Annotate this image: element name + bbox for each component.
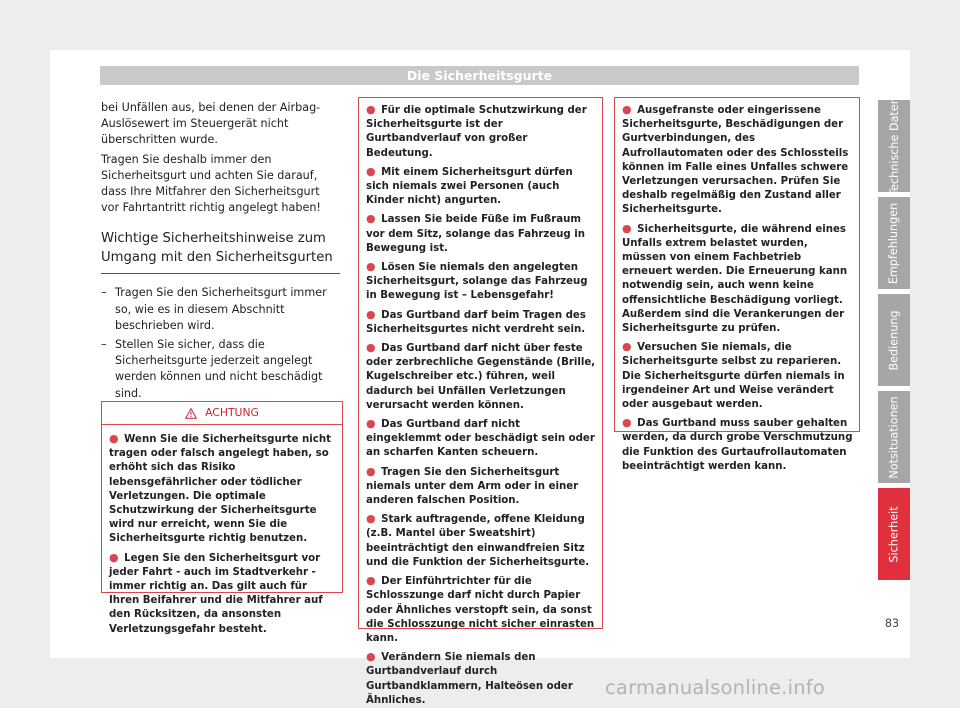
list-item [109, 432, 336, 547]
dash-list [101, 285, 340, 401]
bullet-icon: ● [109, 432, 119, 445]
list-item [622, 340, 853, 412]
tab-bedienung[interactable] [878, 294, 910, 386]
bullet-icon: ● [366, 417, 376, 431]
list-item [366, 308, 596, 337]
list-item [622, 103, 853, 218]
list-item [366, 212, 596, 256]
list-item-text: Tragen Sie den Sicherheitsgurt niemals unter dem Arm oder in einer anderen falschen Position. [366, 466, 579, 507]
list-item [366, 574, 596, 646]
list-item-text: Das Gurtband darf beim Tragen des Sicherheitsgurtes nicht verdreht sein. [366, 309, 586, 335]
warning-box [101, 401, 343, 635]
bullet-icon: ● [366, 512, 376, 526]
warning-box-title: ACHTUNG [205, 405, 259, 419]
bullet-icon: ● [366, 164, 376, 178]
bullet-icon: ● [622, 416, 632, 430]
list-item [366, 650, 596, 708]
bullet-icon: ● [109, 550, 119, 564]
list-item-text: Versuchen Sie niemals, die Sicherheitsgurte selbst zu reparieren. Die Sicherheitsgurte dürfen niemals in irgendeiner Art und Weise verändert oder ausgebaut werden. [622, 342, 845, 411]
list-item-text: Stellen Sie sicher, dass die Sicherheitsgurte jederzeit angelegt werden können und nicht beschädigt sind. [115, 338, 323, 400]
list-item [366, 260, 596, 304]
bullet-icon: ● [366, 103, 376, 116]
list-item-text: Sicherheitsgurte, die während eines Unfalls extrem belastet wurden, müssen von einem Fachbetrieb erneuert werden. Die Erneuerung kann notwendig sein, auch wenn keine offensichtliche Beschädigung vorliegt. Außerdem sind die Verankerungen der Sicherheitsgurte zu prüfen. [622, 223, 848, 335]
list-item [366, 103, 596, 161]
list-item [622, 416, 853, 474]
tab-label: Sicherheit [887, 505, 901, 563]
tab-label: Bedienung [887, 309, 901, 371]
list-item-text: Lösen Sie niemals den angelegten Sicherheitsgurt, solange das Fahrzeug in Bewegung ist – Lebensgefahr! [366, 262, 588, 302]
list-item [622, 222, 853, 337]
list-item [366, 465, 596, 509]
bullet-icon: ● [366, 260, 376, 274]
list-item [366, 341, 596, 413]
list-item-text: Stark auftragende, offene Kleidung (z.B. Mantel über Sweatshirt) beeinträchtigt den einwandfreien Sitz und die Funktion der Sicherheitsgurte. [366, 514, 590, 568]
bullet-icon: ● [366, 650, 376, 664]
list-item-text: Der Einführtrichter für die Schlosszunge darf nicht durch Papier oder Ähnliches verstopft sein, da sonst die Schlosszunge nicht sicher einrasten kann. [366, 576, 595, 644]
watermark: carmanualsonline.info [605, 676, 825, 699]
list-item [101, 337, 340, 402]
page-number: 83 [884, 617, 900, 630]
paragraph: Tragen Sie deshalb immer den Sicherheitsgurt und achten Sie darauf, dass Ihre Mitfahrer den Sicherheitsgurt vor Fahrtantritt richtig angelegt haben! [101, 152, 321, 215]
list-item-text: Wenn Sie die Sicherheitsgurte nicht tragen oder falsch angelegt haben, so erhöht sich das Risiko lebensgefährlicher oder tödlicher Verletzungen. Die optimale Schutzwirkung der Sicherheitsgurte wird nur erreicht, wenn Sie die Sicherheitsgurte richtig benutzen. [109, 434, 331, 545]
tab-label: Empfehlungen [887, 202, 901, 284]
section-heading: Wichtige Sicherheitshinweise zum Umgang mit den Sicherheitsgurten [101, 229, 340, 274]
column-left [101, 100, 340, 405]
list-item [366, 417, 596, 461]
list-item-text: Das Gurtband darf nicht über feste oder zerbrechliche Gegenstände (Brille, Kugelschreiber etc.) führen, weil dadurch bei Unfällen Verletzungen verursacht werden können. [366, 343, 596, 411]
list-item-text: Das Gurtband darf nicht eingeklemmt oder beschädigt sein oder an scharfen Kanten scheuern. [366, 419, 595, 459]
tab-label: Technische Daten [887, 96, 901, 196]
list-item [101, 285, 340, 334]
bullet-icon: ● [366, 341, 376, 355]
page-title: Die Sicherheitsgurte [100, 66, 859, 85]
paragraph: bei Unfällen aus, bei denen der Airbag-Auslösewert im Steuergerät nicht überschritten wurde. [101, 101, 321, 147]
tab-sicherheit[interactable] [878, 488, 910, 580]
list-item-text: Für die optimale Schutzwirkung der Sicherheitsgurte ist der Gurtbandverlauf von großer Bedeutung. [366, 105, 587, 159]
list-item-text: Verändern Sie niemals den Gurtbandverlauf durch Gurtbandklammern, Halteösen oder Ähnliches. [366, 652, 573, 706]
list-item-text: Tragen Sie den Sicherheitsgurt immer so, wie es in diesem Abschnitt beschrieben wird. [115, 286, 327, 332]
warning-box-continued [358, 97, 603, 706]
list-item [109, 551, 336, 637]
warning-triangle-icon [185, 408, 197, 419]
bullet-icon: ● [366, 307, 376, 321]
list-item [366, 512, 596, 570]
bullet-icon: ● [366, 464, 376, 478]
bullet-icon: ● [622, 340, 632, 354]
tab-notsituationen[interactable] [878, 391, 910, 483]
bullet-icon: ● [366, 212, 376, 226]
dash-marker: – [101, 286, 107, 300]
bullet-icon: ● [366, 574, 376, 588]
bullet-icon: ● [622, 103, 632, 116]
bullet-icon: ● [622, 221, 632, 235]
list-item [366, 165, 596, 209]
list-item-text: Das Gurtband muss sauber gehalten werden, da durch grobe Verschmutzung die Funktion des Gurtaufrollautomaten beeinträchtigt werden kann. [622, 418, 853, 472]
warning-box-header [102, 402, 342, 425]
tab-label: Notsituationen [887, 395, 901, 479]
dash-marker: – [101, 338, 107, 352]
list-item-text: Lassen Sie beide Füße im Fußraum vor dem Sitz, solange das Fahrzeug in Bewegung ist. [366, 214, 586, 254]
warning-box-continued [614, 97, 860, 472]
list-item-text: Legen Sie den Sicherheitsgurt vor jeder Fahrt - auch im Stadtverkehr - immer richtig an. Das gilt auch für Ihren Beifahrer und die Mitfahrer auf den Rücksitzen, da ansonsten Verletzungsgefahr besteht. [109, 552, 323, 635]
list-item-text: Ausgefranste oder eingerissene Sicherheitsgurte, Beschädigungen der Gurtverbindungen, des Aufrollautomaten oder des Schlossteils können im Falle eines Unfalles schwere Verletzungen verursachen. Prüfen Sie deshalb regelmäßig den Zustand aller Sicherheitsgurte. [622, 105, 849, 216]
tab-technische-daten[interactable] [878, 96, 910, 196]
tab-empfehlungen[interactable] [878, 197, 910, 289]
list-item-text: Mit einem Sicherheitsgurt dürfen sich niemals zwei Personen (auch Kinder nicht) angurten. [366, 166, 573, 207]
